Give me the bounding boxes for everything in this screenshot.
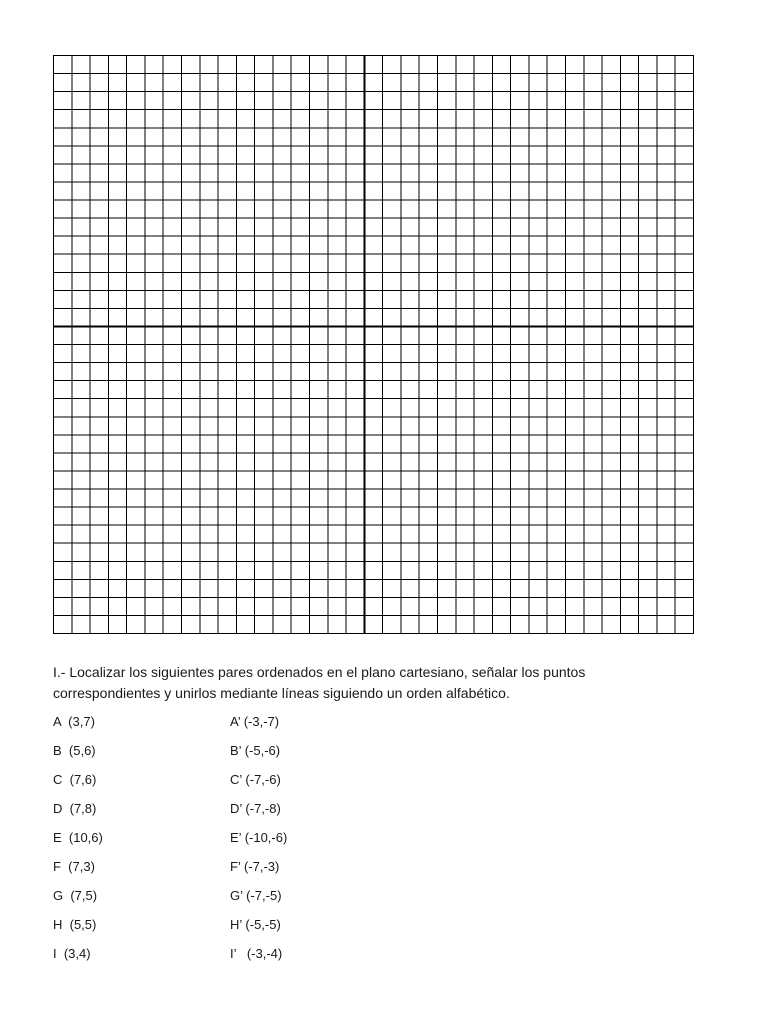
grid-canvas (53, 55, 694, 634)
pair-left: E (10,6) (53, 830, 103, 845)
pair-right: A’ (-3,-7) (230, 714, 280, 729)
pair-left: B (5,6) (53, 743, 96, 758)
pair-row (53, 830, 453, 859)
pair-row (53, 946, 453, 975)
pair-row (53, 917, 453, 946)
pair-left: A (3,7) (53, 714, 95, 729)
pair-row (53, 801, 453, 830)
pair-left: D (7,8) (53, 801, 97, 816)
pair-right: G’ (-7,-5) (230, 888, 282, 903)
pair-right: F’ (-7,-3) (230, 859, 280, 874)
ordered-pairs-list (53, 714, 453, 975)
pair-right: I’ (-3,-4) (230, 946, 283, 961)
pair-right: B’ (-5,-6) (230, 743, 281, 758)
pair-row (53, 772, 453, 801)
pair-row (53, 859, 453, 888)
pair-right: H’ (-5,-5) (230, 917, 281, 932)
pair-left: F (7,3) (53, 859, 95, 874)
pair-left: G (7,5) (53, 888, 98, 903)
pair-left: I (3,4) (53, 946, 91, 961)
cartesian-plane (53, 55, 694, 634)
pair-right: C’ (-7,-6) (230, 772, 281, 787)
pair-row (53, 888, 453, 917)
pair-row (53, 714, 453, 743)
pair-left: H (5,5) (53, 917, 97, 932)
pair-row (53, 743, 453, 772)
instruction-text: I.- Localizar los siguientes pares ordenados en el plano cartesiano, señalar los puntos correspondientes y unirlos mediante líneas siguiendo un orden alfabético. (53, 664, 586, 701)
pair-left: C (7,6) (53, 772, 97, 787)
pair-right: E’ (-10,-6) (230, 830, 288, 845)
pair-right: D’ (-7,-8) (230, 801, 281, 816)
